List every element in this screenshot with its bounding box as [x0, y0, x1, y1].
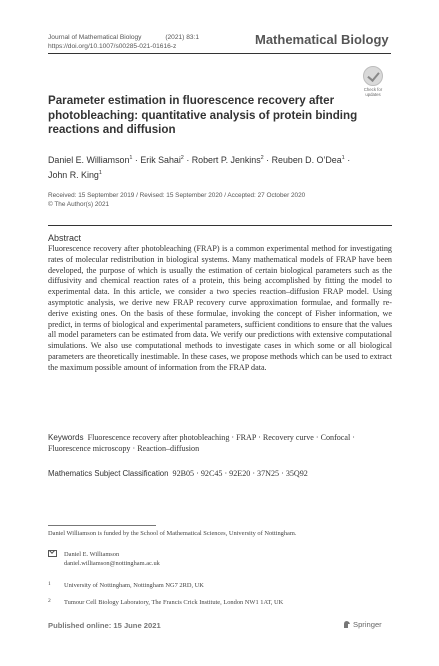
author-affil-mark: 1: [98, 169, 102, 176]
affiliation-number: 2: [48, 598, 51, 604]
keywords-text: Fluorescence recovery after photobleaching · FRAP · Recovery curve · Confocal · Fluorescence microscopy · Reaction–diffusion: [48, 433, 355, 453]
author-affil-mark: 2: [180, 155, 184, 161]
msc: [48, 469, 392, 480]
author-list: Daniel E. Williamson$^1$ · Erik Sahai$^2$ · Robert P. Jenkins$^2$ · Reuben D. O’Dea$^1$ · John R. King$^1$: [48, 154, 351, 180]
springer-logo: [343, 620, 382, 629]
affiliation-text: University of Nottingham, Nottingham NG7 2RD, UK: [64, 582, 204, 589]
publisher-name: Springer: [353, 620, 382, 629]
corresponding-author: Daniel E. Williamson: [64, 551, 120, 558]
check-mark-icon: [363, 66, 383, 86]
corresponding-email[interactable]: daniel.williamson@nottingham.ac.uk: [64, 560, 160, 567]
journal-name: Mathematical Biology: [255, 32, 389, 47]
journal-meta: [48, 33, 199, 51]
msc-label: Mathematics Subject Classification: [48, 469, 169, 478]
published-online: Published online: 15 June 2021: [48, 621, 161, 630]
copyright: © The Author(s) 2021: [48, 201, 110, 208]
author-affil-mark: 1: [341, 155, 345, 161]
abstract-rule: [48, 225, 392, 226]
volume-info: (2021) 83:1: [165, 34, 200, 41]
author-affil-mark: 1: [129, 155, 133, 161]
mail-icon: [48, 550, 57, 557]
article-title: Parameter estimation in fluorescence recovery after photobleaching: quantitative analysis of protein binding reactions and diffusion: [48, 94, 358, 136]
check-for-updates-badge[interactable]: [361, 66, 385, 96]
history-dates: Received: 15 September 2019 / Revised: 15 September 2020 / Accepted: 27 October 2020: [48, 192, 306, 199]
check-badge-line1: Check for: [363, 87, 383, 92]
check-badge-line2: updates: [365, 92, 381, 97]
author-name[interactable]: Reuben D. O’Dea: [271, 154, 342, 165]
doi-link[interactable]: https://doi.org/10.1007/s00285-021-01616-z: [48, 43, 177, 50]
affiliation-2: [48, 598, 283, 606]
footnote-rule: [48, 525, 156, 526]
correspondence: [48, 550, 160, 568]
article-dates: [48, 191, 305, 209]
keywords-label: Keywords: [48, 433, 84, 442]
journal-short-name: Journal of Mathematical Biology: [48, 34, 142, 41]
header-rule: [48, 53, 391, 54]
author-name[interactable]: Robert P. Jenkins: [191, 154, 261, 165]
msc-codes: 92B05 · 92C45 · 92E20 · 37N25 · 35Q92: [172, 469, 308, 478]
author-name[interactable]: Daniel E. Williamson: [48, 154, 130, 165]
affiliation-1: [48, 581, 204, 589]
author-affil-mark: 2: [260, 155, 264, 161]
affiliation-text: Tumour Cell Biology Laboratory, The Francis Crick Institute, London NW1 1AT, UK: [64, 599, 284, 606]
author-name[interactable]: Erik Sahai: [140, 154, 181, 165]
abstract-text: Fluorescence recovery after photobleaching (FRAP) is a common experimental method for investigating rates of molecular redistribution in biological systems. Many mathematical models of FRAP have been developed, the purpose of which is usually the estimation of certain biological parameters such as the diffusivity and chemical reaction rates of a protein, this being accomplished by fitting the model to experimental data. In this article, we consider a two species reaction–diffusion FRAP model. Using asymptotic analysis, we derive new FRAP recovery curve approximation formulae, and formally re-derive existing ones. On the basis of these formulae, invoking the concept of Fisher information, we predict, in terms of biological and experimental parameters, sufficient conditions to ensure that the values all model parameters can be estimated from data. We verify our predictions with extensive computational simulations. We also use computational methods to investigate cases in which some or all biological parameters are theoretically inestimable. In these cases, we propose methods which can be used to extract the maximum possible amount of information from the FRAP data.: [48, 244, 392, 372]
keywords: [48, 433, 392, 455]
funding-footnote: Daniel Williamson is funded by the School of Mathematical Sciences, University of Nottingham.: [48, 530, 297, 537]
affiliation-number: 1: [48, 581, 51, 587]
abstract-heading: Abstract: [48, 233, 82, 243]
author-name[interactable]: John R. King: [48, 169, 99, 180]
springer-horse-icon: [343, 620, 351, 629]
